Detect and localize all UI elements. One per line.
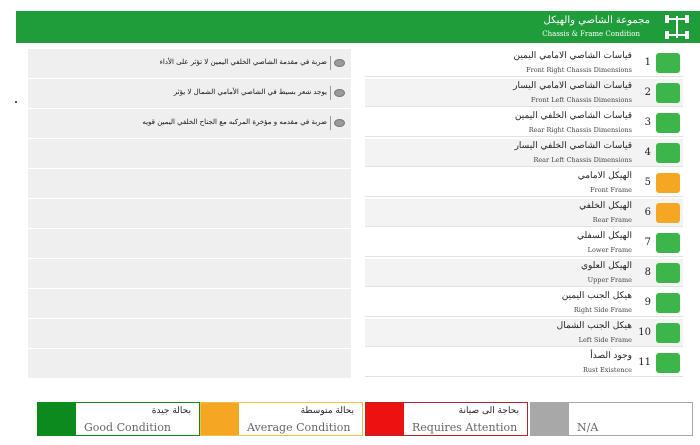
status-indicator xyxy=(656,53,680,73)
row-label-ar: هيكل الجنب الشمال xyxy=(556,321,632,331)
note-row xyxy=(28,109,351,138)
note-divider xyxy=(330,56,331,70)
row-number: 4 xyxy=(644,147,651,158)
row-number: 10 xyxy=(638,327,651,338)
condition-row xyxy=(365,319,683,347)
condition-row xyxy=(365,79,683,107)
status-indicator xyxy=(656,143,680,163)
row-label-en: Rust Existence xyxy=(582,366,632,374)
note-divider xyxy=(330,86,331,100)
status-indicator xyxy=(656,83,680,103)
row-label-en: Front Left Chassis Dimensions xyxy=(530,96,632,104)
row-label-en: Rear Right Chassis Dimensions xyxy=(528,126,632,134)
legend-item xyxy=(200,402,363,436)
row-label-ar: قياسات الشاصي الامامي اليسار xyxy=(513,81,632,91)
row-label-en: Upper Frame xyxy=(587,276,632,284)
row-label-en: Front Right Chassis Dimensions xyxy=(526,66,632,74)
row-number: 5 xyxy=(644,177,651,188)
status-indicator xyxy=(656,323,680,343)
row-label-ar: الهيكل الامامي xyxy=(577,171,632,181)
condition-row xyxy=(365,109,683,137)
header-title-ar: مجموعة الشاصي والهيكل xyxy=(543,15,650,26)
note-row xyxy=(28,259,351,288)
row-number: 7 xyxy=(644,237,651,248)
legend-label-ar: بحاجة الى صيانة xyxy=(458,406,519,416)
stray-dot xyxy=(15,101,17,103)
row-number: 9 xyxy=(644,297,651,308)
comment-icon xyxy=(334,59,345,67)
status-indicator xyxy=(656,113,680,133)
legend-swatch xyxy=(38,403,76,435)
legend-swatch xyxy=(366,403,404,435)
row-label-ar: الهيكل العلوي xyxy=(580,261,632,271)
status-indicator xyxy=(656,203,680,223)
legend-label-en: Good Condition xyxy=(84,421,171,434)
note-text: ضربة في مقدمة الشاصي الخلفي اليمين لا تؤثر على الأداء xyxy=(159,58,327,66)
row-number: 8 xyxy=(644,267,651,278)
row-label-ar: قياسات الشاصي الامامي اليمين xyxy=(513,51,632,61)
legend-item xyxy=(530,402,693,436)
note-divider xyxy=(330,116,331,130)
row-label-ar: الهيكل السفلي xyxy=(576,231,632,241)
condition-row xyxy=(365,169,683,197)
chassis-icon xyxy=(662,13,692,41)
note-row xyxy=(28,49,351,78)
condition-row xyxy=(365,349,683,377)
status-indicator xyxy=(656,263,680,283)
row-label-ar: الهيكل الخلفي xyxy=(579,201,632,211)
legend-label-en: Average Condition xyxy=(247,421,351,434)
row-label-en: Front Frame xyxy=(590,186,632,194)
status-indicator xyxy=(656,233,680,253)
condition-row xyxy=(365,289,683,317)
row-label-ar: وجود الصدأ xyxy=(590,351,632,361)
header-title-en: Chassis & Frame Condition xyxy=(542,30,640,38)
legend-label-ar: بحالة جيدة xyxy=(151,406,191,416)
note-row xyxy=(28,229,351,258)
row-number: 2 xyxy=(644,87,651,98)
note-row xyxy=(28,349,351,378)
legend-swatch xyxy=(531,403,569,435)
legend-label-ar: بحالة متوسطة xyxy=(300,406,354,416)
row-label-en: Lower Frame xyxy=(587,246,632,254)
legend-swatch xyxy=(201,403,239,435)
note-row xyxy=(28,139,351,168)
row-number: 11 xyxy=(638,357,651,368)
condition-row xyxy=(365,139,683,167)
condition-row xyxy=(365,199,683,227)
row-label-en: Rear Frame xyxy=(592,216,632,224)
row-label-ar: قياسات الشاصي الخلفي اليسار xyxy=(514,141,632,151)
note-row xyxy=(28,199,351,228)
row-number: 6 xyxy=(644,207,651,218)
legend-label-en: N/A xyxy=(577,421,599,434)
condition-row xyxy=(365,49,683,77)
status-indicator xyxy=(656,293,680,313)
legend-item xyxy=(37,402,200,436)
legend-item xyxy=(365,402,528,436)
condition-row xyxy=(365,229,683,257)
condition-row xyxy=(365,259,683,287)
note-row xyxy=(28,169,351,198)
note-row xyxy=(28,289,351,318)
section-header xyxy=(16,11,700,43)
row-label-en: Right Side Frame xyxy=(573,306,632,314)
row-label-en: Left Side Frame xyxy=(578,336,632,344)
comment-icon xyxy=(334,89,345,97)
status-indicator xyxy=(656,173,680,193)
row-label-en: Rear Left Chassis Dimensions xyxy=(533,156,632,164)
row-number: 3 xyxy=(644,117,651,128)
row-label-ar: هيكل الجنب اليمين xyxy=(561,291,632,301)
status-indicator xyxy=(656,353,680,373)
note-text: ضربة في مقدمه و مؤخرة المركبه مع الجناح الخلفي اليمين قويه xyxy=(142,118,327,126)
legend-label-en: Requires Attention xyxy=(412,421,518,434)
note-row xyxy=(28,79,351,108)
row-number: 1 xyxy=(644,57,651,68)
comment-icon xyxy=(334,119,345,127)
note-row xyxy=(28,319,351,348)
note-text: يوجد شعر بسيط في الشاصي الأمامي الشمال لا يؤثر xyxy=(173,88,327,96)
row-label-ar: قياسات الشاصي الخلفي اليمين xyxy=(514,111,632,121)
